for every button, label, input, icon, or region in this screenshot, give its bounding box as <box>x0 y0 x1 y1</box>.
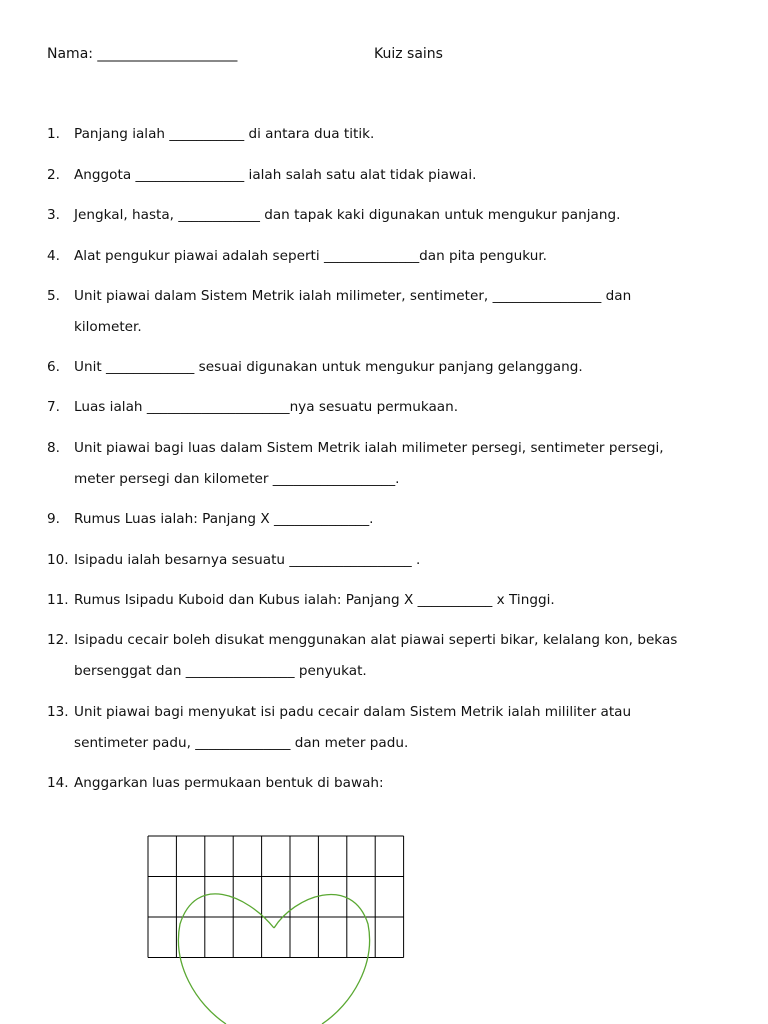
question-number: 14. <box>47 775 69 791</box>
question-text: Rumus Isipadu Kuboid dan Kubus ialah: Panjang X ___________ x Tinggi. <box>74 592 555 608</box>
name-field-line: Nama: ____________________ <box>47 46 238 62</box>
question-number: 2. <box>47 167 60 183</box>
question-number: 5. <box>47 288 60 304</box>
question-number: 8. <box>47 440 60 456</box>
question-text: Panjang ialah ___________ di antara dua titik. <box>74 126 375 142</box>
question-text: Unit piawai dalam Sistem Metrik ialah milimeter, sentimeter, ________________ dan kilometer. <box>74 288 632 335</box>
question-text: Isipadu ialah besarnya sesuatu __________________ . <box>74 552 421 568</box>
question-text: Unit _____________ sesuai digunakan untuk mengukur panjang gelanggang. <box>74 359 583 375</box>
question-number: 13. <box>47 704 69 720</box>
question-number: 11. <box>47 592 69 608</box>
question-number: 12. <box>47 632 69 648</box>
question-number: 9. <box>47 511 60 527</box>
question-text: Anggarkan luas permukaan bentuk di bawah: <box>74 775 384 791</box>
question-text: Unit piawai bagi luas dalam Sistem Metrik ialah milimeter persegi, sentimeter persegi, meter persegi dan kilometer __________________. <box>74 440 664 487</box>
quiz-title: Kuiz sains <box>374 46 443 62</box>
question-number: 1. <box>47 126 60 142</box>
heart-shape <box>178 894 369 1024</box>
question-text: Anggota ________________ ialah salah satu alat tidak piawai. <box>74 167 477 183</box>
question-number: 10. <box>47 552 69 568</box>
question-number: 6. <box>47 359 60 375</box>
question-text: Jengkal, hasta, ____________ dan tapak kaki digunakan untuk mengukur panjang. <box>74 207 621 223</box>
question-text: Rumus Luas ialah: Panjang X ______________. <box>74 511 374 527</box>
grid-heart-figure <box>146 834 408 1024</box>
question-number: 4. <box>47 248 60 264</box>
question-text: Unit piawai bagi menyukat isi padu cecair dalam Sistem Metrik ialah mililiter atau sentimeter padu, ______________ dan meter padu. <box>74 704 632 751</box>
question-text: Luas ialah _____________________nya sesuatu permukaan. <box>74 399 459 415</box>
question-text: Isipadu cecair boleh disukat menggunakan alat piawai seperti bikar, kelalang kon, bekas bersenggat dan ________________ penyukat. <box>74 632 678 679</box>
square-grid <box>148 836 404 958</box>
question-number: 3. <box>47 207 60 223</box>
question-number: 7. <box>47 399 60 415</box>
question-text: Alat pengukur piawai adalah seperti ______________dan pita pengukur. <box>74 248 547 264</box>
